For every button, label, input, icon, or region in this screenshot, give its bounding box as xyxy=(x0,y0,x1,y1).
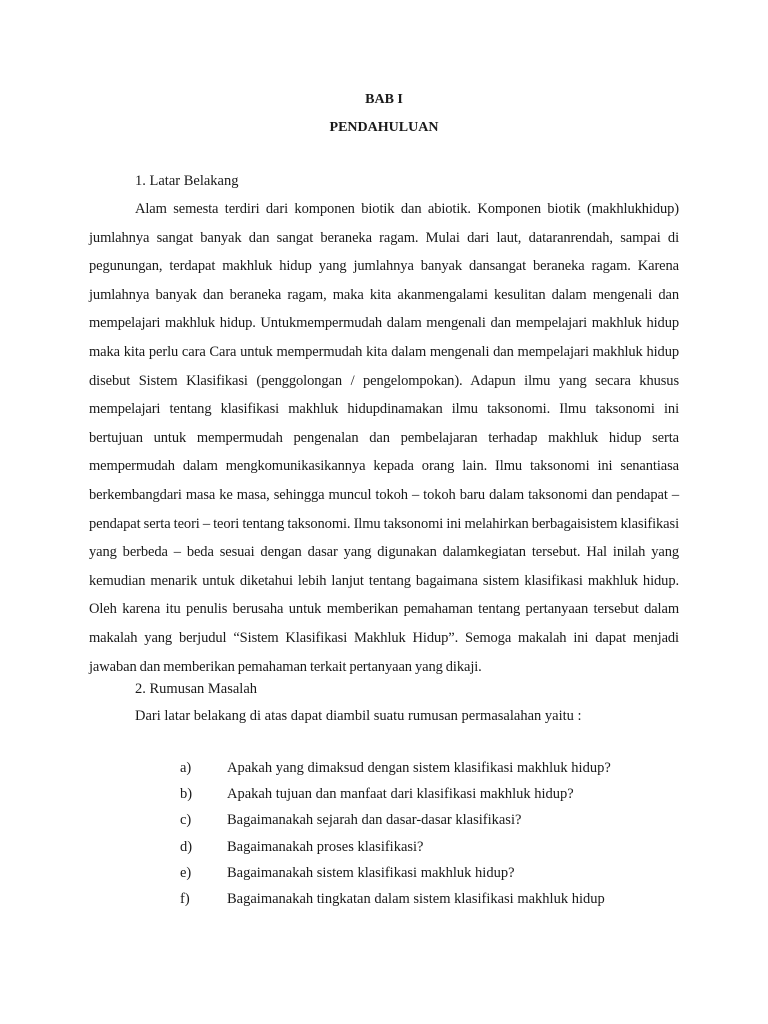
question-marker: e) xyxy=(180,864,192,881)
chapter-label: BAB I xyxy=(365,92,403,107)
question-item xyxy=(180,839,611,865)
question-marker: f) xyxy=(180,890,190,907)
question-text: Bagaimanakah sejarah dan dasar-dasar klasifikasi? xyxy=(227,812,522,829)
question-text: Apakah yang dimaksud dengan sistem klasifikasi makhluk hidup? xyxy=(227,760,611,776)
question-marker: c) xyxy=(180,812,192,829)
question-text: Bagaimanakah tingkatan dalam sistem klasifikasi makhluk hidup xyxy=(227,890,605,907)
question-item xyxy=(180,812,611,838)
question-text: Bagaimanakah proses klasifikasi? xyxy=(227,838,424,855)
question-text: Bagaimanakah sistem klasifikasi makhluk hidup? xyxy=(227,864,515,881)
section-heading-rumusan-masalah: 2. Rumusan Masalah xyxy=(135,681,258,697)
question-marker: a) xyxy=(180,760,192,776)
problem-intro-text: Dari latar belakang di atas dapat diambil suatu rumusan permasalahan yaitu : xyxy=(135,708,582,724)
question-item xyxy=(180,786,611,812)
question-item xyxy=(180,865,611,891)
question-marker: b) xyxy=(180,786,193,803)
question-item xyxy=(180,891,611,917)
question-item xyxy=(180,760,611,786)
problem-question-list xyxy=(180,760,611,917)
chapter-title: PENDAHULUAN xyxy=(329,120,439,135)
section-heading-latar-belakang: 1. Latar Belakang xyxy=(135,173,239,189)
question-marker: d) xyxy=(180,838,193,855)
background-paragraph: Alam semesta terdiri dari komponen biotik dan abiotik. Komponen biotik (makhlukhidup) jumlahnya sangat banyak dan sangat beraneka ragam. Mulai dari laut, dataranrendah, sampai di pegunungan, terdapat makhluk hidup yang jumlahnya banyak dansangat beraneka ragam. Karena jumlahnya banyak dan beraneka ragam, maka kita akanmengalami kesulitan dalam mengenali dan mempelajari makhluk hidup. Untukmempermudah dalam mengenali dan mempelajari makhluk hidup maka kita perlu cara Cara untuk mempermudah kita dalam mengenali dan mempelajari makhluk hidup disebut Sistem Klasifikasi (penggolongan / pengelompokan). Adapun ilmu yang secara khusus mempelajari tentang klasifikasi makhluk hidupdinamakan ilmu taksonomi. Ilmu taksonomi ini bertujuan untuk mempermudah pengenalan dan pembelajaran terhadap makhluk hidup serta mempermudah dalam mengkomunikasikannya kepada orang lain. Ilmu taksonomi ini senantiasa berkembangdari masa ke masa, sehingga muncul tokoh – tokoh baru dalam taksonomi dan pendapat – pendapat serta teori – teori tentang taksonomi. Ilmu taksonomi ini melahirkan berbagaisistem klasifikasi yang berbeda – beda sesuai dengan dasar yang digunakan dalamkegiatan tersebut. Hal inilah yang kemudian menarik untuk diketahui lebih lanjut tentang bagaimana sistem klasifikasi makhluk hidup. Oleh karena itu penulis berusaha untuk memberikan pemahaman tentang pertanyaan tersebut dalam makalah yang berjudul “Sistem Klasifikasi Makhluk Hidup”. Semoga makalah ini dapat menjadi jawaban dan memberikan pemahaman terkait pertanyaan yang dikaji. xyxy=(89,201,679,675)
question-text: Apakah tujuan dan manfaat dari klasifikasi makhluk hidup? xyxy=(227,786,574,803)
